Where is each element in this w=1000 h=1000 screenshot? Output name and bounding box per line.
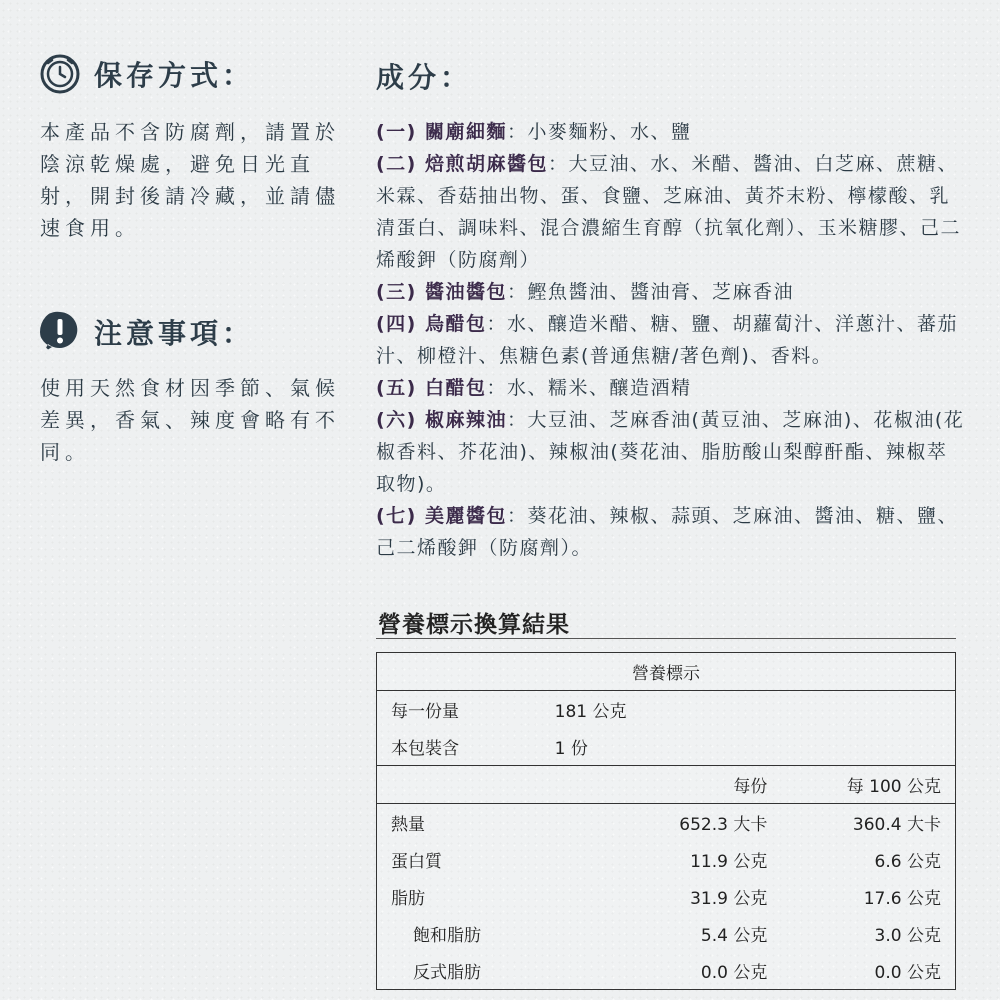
ingredient-sep: ：	[547, 153, 569, 175]
servings-value: 1 份	[541, 728, 956, 766]
ingredient-name: (四) 烏醋包	[376, 313, 487, 335]
caution-title: 注意事項：	[94, 317, 255, 350]
nutrient-per-100: 360.4 大卡	[852, 815, 941, 835]
ingredient-item	[376, 116, 966, 148]
nutrient-label: 熱量	[391, 815, 425, 835]
caution-text: 使用天然食材因季節、氣候差異，香氣、辣度會略有不同。	[40, 376, 340, 464]
nutrient-row	[377, 841, 956, 878]
ingredient-desc: 大豆油、水、米醋、醬油、白芝麻、蔗糖、米霖、香菇抽出物、蛋、食鹽、芝麻油、黃芥末粉、檸檬酸、乳清蛋白、調味料、混合濃縮生育醇（抗氧化劑）、玉米糖膠、己二烯酸鉀（防腐劑）	[376, 153, 962, 271]
serving-size-value: 181 公克	[554, 702, 627, 722]
serving-size-label: 每一份量	[391, 702, 459, 722]
ingredient-item	[376, 500, 966, 564]
nutrient-per-100: 17.6 公克	[863, 889, 941, 909]
ingredient-sep: ：	[486, 313, 507, 335]
nutrient-label: 脂肪	[391, 889, 425, 909]
column-header-row	[377, 766, 956, 804]
storage-title: 保存方式：	[94, 59, 255, 92]
ingredient-name: (五) 白醋包	[376, 377, 487, 399]
caution-heading	[40, 310, 254, 354]
ingredient-name: (七) 美麗醬包	[376, 505, 507, 527]
table-title-row	[377, 653, 956, 691]
nutrient-per-serving: 5.4 公克	[700, 926, 768, 946]
nutrient-per-100: 6.6 公克	[874, 852, 941, 872]
ingredient-desc: 水、釀造米醋、糖、鹽、胡蘿蔔汁、洋蔥汁、蕃茄汁、柳橙汁、焦糖色素(普通焦糖/著色劑)、香料。	[376, 313, 959, 367]
storage-text: 本產品不含防腐劑，請置於陰涼乾燥處，避免日光直射，開封後請冷藏，並請儘速食用。	[40, 120, 340, 240]
ingredient-sep: ：	[486, 377, 507, 399]
ingredient-desc: 水、糯米、釀造酒精	[507, 377, 692, 399]
ingredient-desc: 葵花油、辣椒、蒜頭、芝麻油、醬油、糖、鹽、己二烯酸鉀（防腐劑）。	[376, 505, 959, 559]
clock-icon	[40, 54, 80, 94]
ingredient-item	[376, 308, 966, 372]
ingredients-heading	[376, 56, 472, 96]
ingredient-name: (三) 醬油醬包	[376, 281, 507, 303]
servings-label: 本包裝含	[377, 728, 541, 766]
ingredient-sep: ：	[506, 505, 528, 527]
ingredient-name: (二) 焙煎胡麻醬包	[376, 153, 548, 175]
nutrient-label: 蛋白質	[391, 852, 442, 872]
col-per-100: 每 100 公克	[781, 766, 955, 804]
ingredient-item	[376, 148, 966, 276]
ingredient-sep: ：	[506, 121, 528, 143]
ingredient-item	[376, 372, 966, 404]
ingredient-desc: 小麥麵粉、水、鹽	[527, 121, 692, 143]
nutrition-section-title: 營養標示換算結果	[378, 612, 570, 638]
nutrient-row	[377, 952, 956, 990]
col-per-serving: 每份	[541, 766, 782, 804]
ingredient-item	[376, 276, 966, 308]
nutrient-row	[377, 915, 956, 952]
ingredient-desc: 鰹魚醬油、醬油膏、芝麻香油	[527, 281, 795, 303]
ingredient-name: (六) 椒麻辣油	[376, 409, 507, 431]
ingredient-sep: ：	[506, 281, 528, 303]
ingredient-sep: ：	[506, 409, 528, 431]
nutrient-row	[377, 804, 956, 842]
table-title: 營養標示	[377, 653, 956, 691]
nutrient-per-100: 3.0 公克	[874, 926, 941, 946]
exclamation-icon	[40, 310, 80, 354]
nutrient-label: 反式脂肪	[413, 963, 481, 983]
nutrient-per-serving: 11.9 公克	[690, 852, 768, 872]
nutrient-label: 飽和脂肪	[413, 926, 481, 946]
title-divider	[376, 638, 956, 639]
nutrient-per-100: 0.0 公克	[874, 963, 941, 983]
ingredient-name: (一) 關廟細麵	[376, 121, 507, 143]
servings-row	[377, 728, 956, 766]
nutrient-per-serving: 0.0 公克	[700, 963, 768, 983]
storage-heading	[40, 54, 254, 94]
ingredients-title: 成分：	[376, 61, 473, 94]
serving-size-row	[377, 691, 956, 729]
nutrient-row	[377, 878, 956, 915]
nutrition-table	[376, 652, 956, 990]
nutrient-per-serving: 652.3 大卡	[679, 815, 768, 835]
ingredient-item	[376, 404, 966, 500]
nutrient-per-serving: 31.9 公克	[690, 889, 768, 909]
ingredients-list	[376, 116, 966, 564]
ingredient-desc: 大豆油、芝麻香油(黃豆油、芝麻油)、花椒油(花椒香料、芥花油)、辣椒油(葵花油、脂肪酸山梨醇酐酯、辣椒萃取物)。	[376, 409, 965, 495]
